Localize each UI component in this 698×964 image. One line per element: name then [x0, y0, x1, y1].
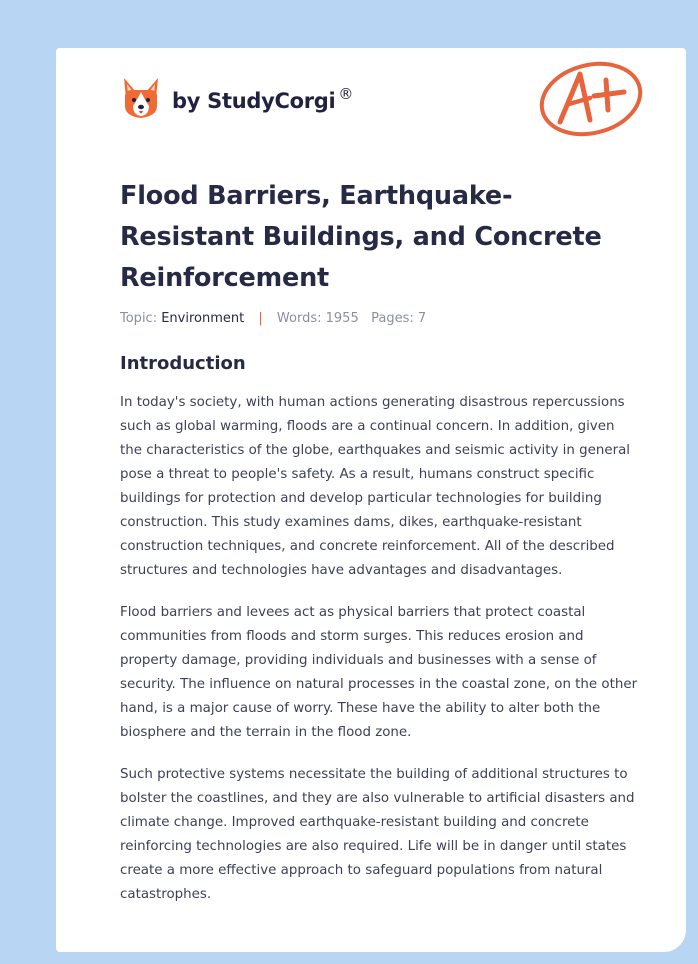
corgi-icon: [120, 76, 162, 122]
paragraph: In today's society, with human actions generating disastrous repercussions such as global warming, floods are a continual concern. In addition, given the characteristics of the globe, earthquakes and seismic activity in general pose a threat to people's safety. As a result, humans construct specific buildings for protection and develop particular technologies for building construction. This study examines dams, dikes, earthquake-resistant construction techniques, and concrete reinforcement. All of the described structures and technologies have advantages and disadvantages.: [120, 395, 631, 578]
words-label: Words:: [276, 311, 322, 326]
studycorgi-logo[interactable]: [120, 76, 353, 122]
document-body: [120, 391, 640, 925]
meta-separator: |: [258, 311, 263, 326]
document-meta: [120, 311, 426, 326]
paragraph: Such protective systems necessitate the building of additional structures to bolster the coastlines, and they are also vulnerable to artificial disasters and climate change. Improved earthquake-resistant building and concrete reinforcing technologies are also required. Life will be in danger until states create a more effective approach to safeguard populations from natural catastrophes.: [120, 767, 635, 902]
a-plus-grade-icon: [536, 58, 648, 146]
registered-mark: ®: [338, 85, 354, 103]
section-heading: Introduction: [120, 353, 246, 374]
document-title: Flood Barriers, Earthquake-Resistant Buildings, and Concrete Reinforcement: [120, 181, 602, 293]
document-page: [56, 48, 686, 952]
pages-label: Pages:: [371, 311, 414, 326]
words-count: 1955: [325, 311, 359, 326]
pages-count: 7: [417, 311, 427, 326]
topic-link[interactable]: Environment: [161, 311, 245, 326]
brand-name: by StudyCorgi ®: [172, 85, 354, 113]
paragraph: Flood barriers and levees act as physical barriers that protect coastal communities from floods and storm surges. This reduces erosion and property damage, providing individuals and businesses with a sense of security. The influence on natural processes in the coastal zone, on the other hand, is a major cause of worry. These have the ability to alter both the biosphere and the terrain in the flood zone.: [120, 605, 638, 740]
topic-label: Topic:: [120, 311, 158, 326]
